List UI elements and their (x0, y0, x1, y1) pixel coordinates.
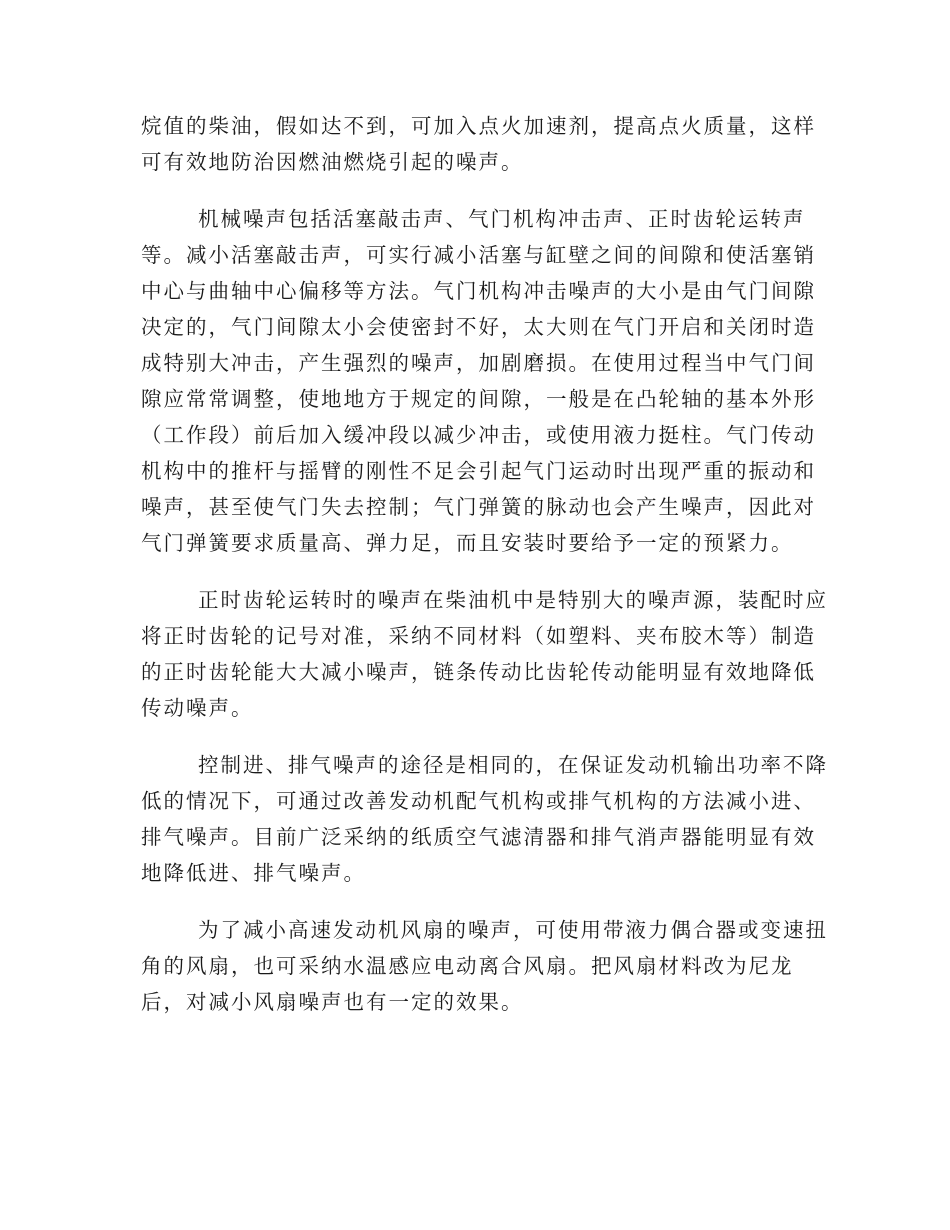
text-line: 烷值的柴油，假如达不到，可加入点火加速剂，提高点火质量，这样 (141, 114, 816, 138)
text-line: 正时齿轮运转时的噪声在柴油机中是特别大的噪声源，装配时应 (198, 588, 828, 612)
paragraph-5 (141, 912, 828, 1020)
paragraph-2 (141, 201, 816, 561)
text-line: 为了减小高速发动机风扇的噪声，可使用带液力偶合器或变速扭 (198, 918, 828, 942)
body-text (141, 108, 828, 1041)
paragraph-1 (141, 108, 816, 180)
paragraph-4 (141, 747, 828, 891)
text-line: 低的情况下，可通过改善发动机配气机构或排气机构的方法减小进、 (141, 789, 816, 813)
text-line: 气门弹簧要求质量高、弹力足，而且安装时要给予一定的预紧力。 (141, 531, 794, 555)
text-line: 地降低进、排气噪声。 (141, 861, 366, 885)
text-line: 控制进、排气噪声的途径是相同的，在保证发动机输出功率不降 (198, 753, 828, 777)
text-line: 噪声，甚至使气门失去控制；气门弹簧的脉动也会产生噪声，因此对 (141, 495, 816, 519)
text-line: 排气噪声。目前广泛采纳的纸质空气滤清器和排气消声器能明显有效 (141, 825, 816, 849)
text-line: 的正时齿轮能大大减小噪声，链条传动比齿轮传动能明显有效地降低 (141, 660, 816, 684)
text-line: 机械噪声包括活塞敲击声、气门机构冲击声、正时齿轮运转声 (198, 207, 806, 231)
text-line: 等。减小活塞敲击声，可实行减小活塞与缸壁之间的间隙和使活塞销 (141, 243, 816, 267)
text-line: 隙应常常调整，使地地方于规定的间隙，一般是在凸轮轴的基本外形 (141, 387, 816, 411)
text-line: 角的风扇，也可采纳水温感应电动离合风扇。把风扇材料改为尼龙 (141, 954, 794, 978)
text-line: 传动噪声。 (141, 696, 254, 720)
text-line: 决定的，气门间隙太小会使密封不好，太大则在气门开启和关闭时造 (141, 315, 816, 339)
text-line: 将正时齿轮的记号对准，采纳不同材料（如塑料、夹布胶木等）制造 (141, 624, 816, 648)
text-line: 机构中的推杆与摇臂的刚性不足会引起气门运动时出现严重的振动和 (141, 459, 816, 483)
text-line: 中心与曲轴中心偏移等方法。气门机构冲击噪声的大小是由气门间隙 (141, 279, 816, 303)
text-line: （工作段）前后加入缓冲段以减少冲击，或使用液力挺柱。气门传动 (141, 423, 816, 447)
text-line: 成特别大冲击，产生强烈的噪声，加剧磨损。在使用过程当中气门间 (141, 351, 816, 375)
text-line: 可有效地防治因燃油燃烧引起的噪声。 (141, 150, 524, 174)
paragraph-3 (141, 582, 828, 726)
text-line: 后，对减小风扇噪声也有一定的效果。 (141, 990, 524, 1014)
